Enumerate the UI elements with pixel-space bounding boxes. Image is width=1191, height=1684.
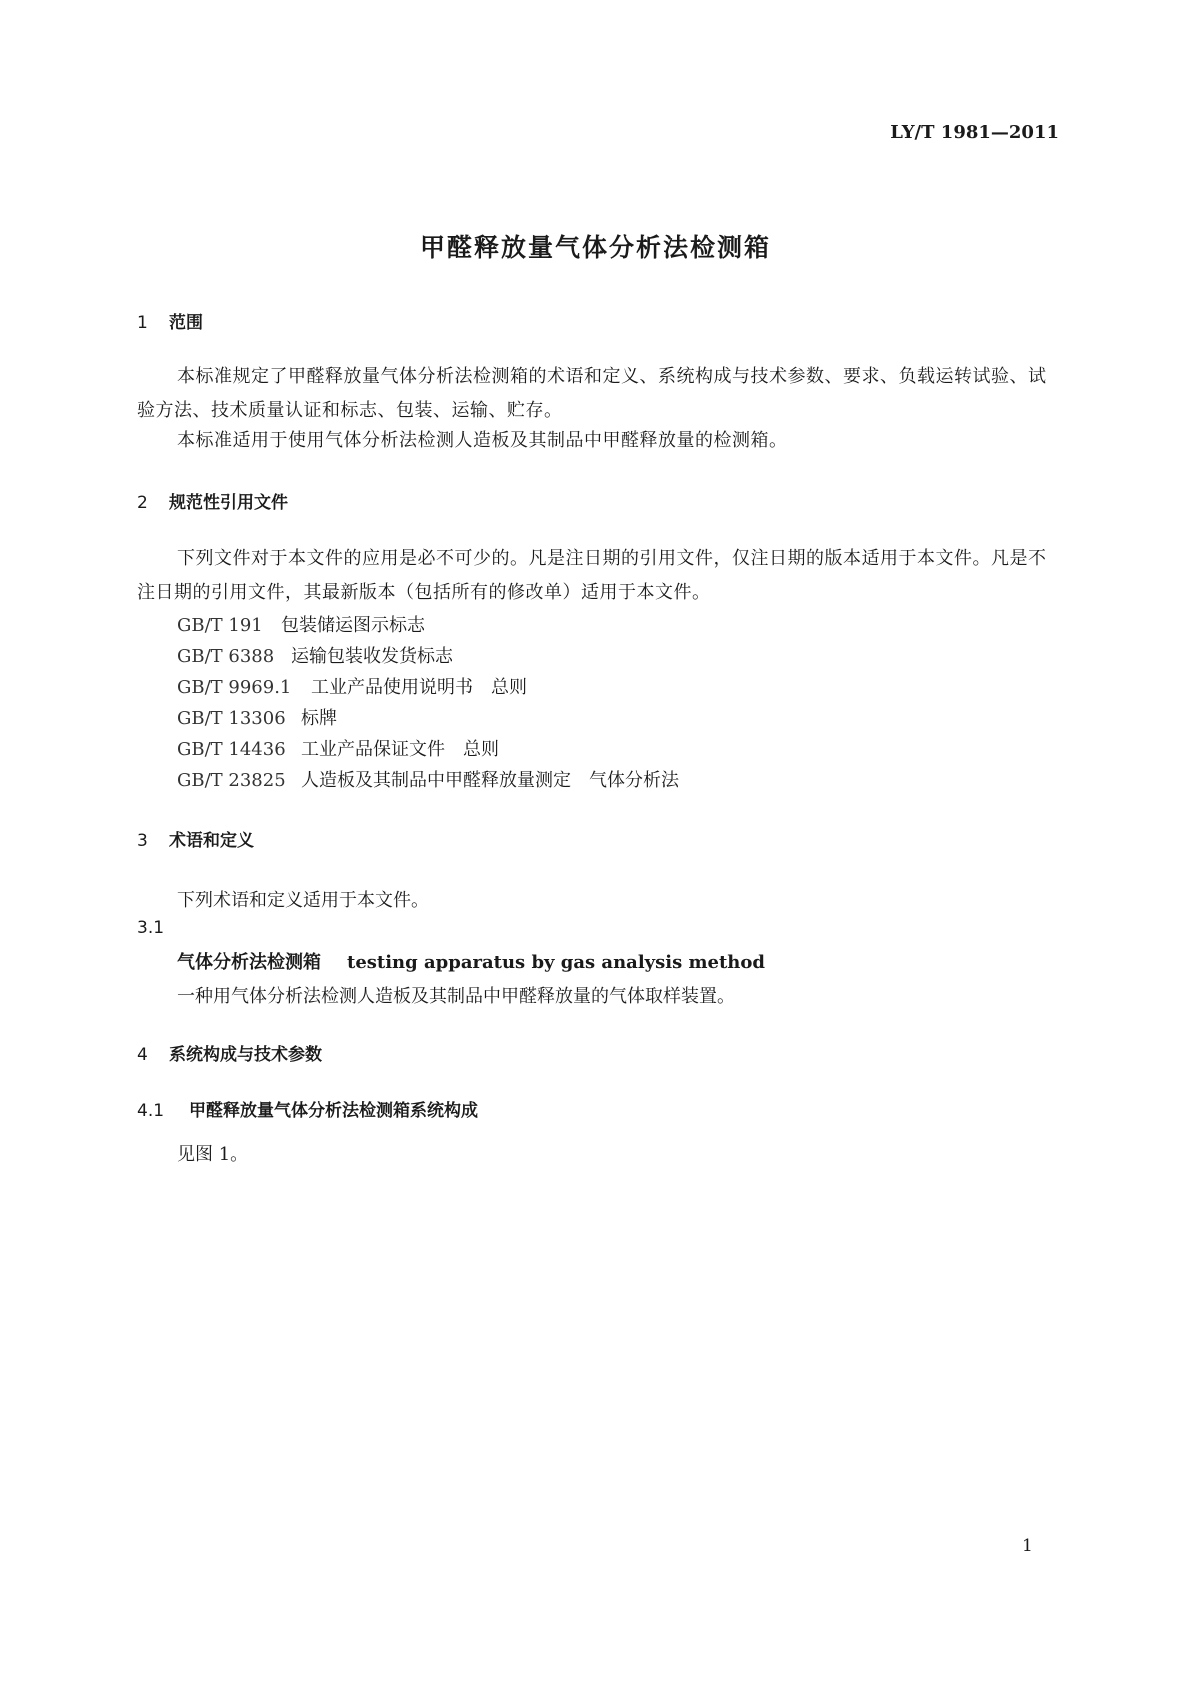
reference-item <box>177 673 527 699</box>
reference-item <box>177 766 679 792</box>
reference-item <box>177 642 453 668</box>
section-3-paragraph-1: 下列术语和定义适用于本文件。 <box>177 890 429 911</box>
section-2-heading <box>137 488 288 513</box>
section-number: 4 <box>137 1045 148 1065</box>
section-3-heading <box>137 826 254 851</box>
section-1-heading <box>137 308 203 333</box>
section-number: 3 <box>137 831 148 851</box>
page-number: 1 <box>1022 1536 1033 1556</box>
standard-code: LY/T 1981—2011 <box>890 122 1059 143</box>
section-1-paragraph-2: 本标准适用于使用气体分析法检测人造板及其制品中甲醛释放量的检测箱。 <box>177 430 788 451</box>
reference-code: GB/T 13306 <box>177 708 286 729</box>
reference-item <box>177 611 425 637</box>
term-definition: 一种用气体分析法检测人造板及其制品中甲醛释放量的气体取样装置。 <box>177 986 735 1007</box>
section-title: 甲醛释放量气体分析法检测箱系统构成 <box>189 1101 478 1121</box>
section-number: 1 <box>137 313 148 333</box>
section-title: 系统构成与技术参数 <box>169 1045 322 1065</box>
term-number: 3.1 <box>137 918 165 938</box>
reference-title: 人造板及其制品中甲醛释放量测定 气体分析法 <box>301 770 679 791</box>
section-1-paragraph-1: 本标准规定了甲醛释放量气体分析法检测箱的术语和定义、系统构成与技术参数、要求、负载运转试验、试验方法、技术质量认证和标志、包装、运输、贮存。 <box>137 366 1047 421</box>
reference-title: 标牌 <box>301 708 337 729</box>
reference-code: GB/T 191 <box>177 615 263 636</box>
reference-code: GB/T 14436 <box>177 739 286 760</box>
reference-item <box>177 704 337 730</box>
section-2-paragraph-1: 下列文件对于本文件的应用是必不可少的。凡是注日期的引用文件，仅注日期的版本适用于本文件。凡是不注日期的引用文件，其最新版本（包括所有的修改单）适用于本文件。 <box>137 548 1047 603</box>
section-number: 4.1 <box>137 1101 165 1121</box>
reference-code: GB/T 6388 <box>177 646 275 667</box>
document-title: 甲醛释放量气体分析法检测箱 <box>419 233 771 262</box>
reference-title: 工业产品使用说明书 总则 <box>311 677 527 698</box>
section-title: 术语和定义 <box>169 831 254 851</box>
reference-item <box>177 735 499 761</box>
subsection-4-1-heading <box>137 1096 478 1121</box>
section-title: 规范性引用文件 <box>169 493 288 513</box>
reference-code: GB/T 23825 <box>177 770 286 791</box>
section-title: 范围 <box>169 313 203 333</box>
reference-title: 工业产品保证文件 总则 <box>301 739 499 760</box>
reference-title: 包装储运图示标志 <box>281 615 425 636</box>
term-chinese: 气体分析法检测箱 <box>177 952 321 973</box>
term-english: testing apparatus by gas analysis method <box>347 952 765 973</box>
subsection-4-1-paragraph-1: 见图 1。 <box>177 1144 249 1165</box>
term-entry <box>177 948 765 974</box>
section-number: 2 <box>137 493 148 513</box>
reference-code: GB/T 9969.1 <box>177 677 292 698</box>
section-4-heading <box>137 1040 322 1065</box>
reference-title: 运输包装收发货标志 <box>291 646 453 667</box>
